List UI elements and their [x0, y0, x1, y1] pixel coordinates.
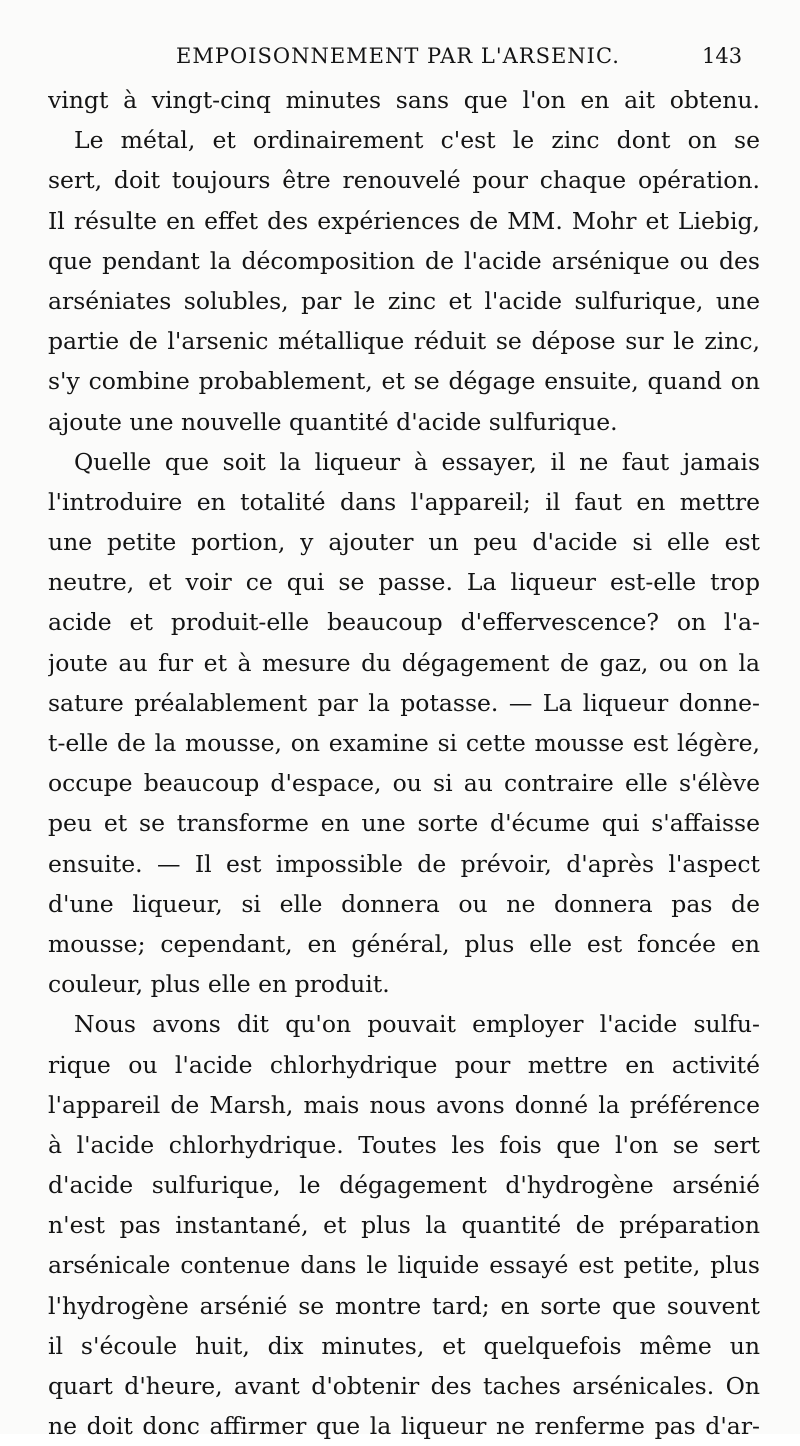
text-line: l'appareil de Marsh, mais nous avons donné la préférence [48, 1090, 760, 1119]
text-line: l'introduire en totalité dans l'appareil; il faut en mettre [48, 487, 760, 516]
text-line: sert, doit toujours être renouvelé pour chaque opération. [48, 166, 760, 195]
text-line: n'est pas instantané, et plus la quantité de préparation [48, 1211, 760, 1240]
text-line: joute au fur et à mesure du dégagement de gaz, ou on la [48, 648, 760, 677]
text-line: t-elle de la mousse, on examine si cette mousse est légère, [48, 729, 760, 757]
text-line: l'hydrogène arsénié se montre tard; en sorte que souvent [48, 1291, 760, 1320]
text-line: neutre, et voir ce qui se passe. La liqueur est-elle trop [48, 568, 760, 597]
text-line: Nous avons dit qu'on pouvait employer l'acide sulfu- [74, 1010, 760, 1039]
text-line: rique ou l'acide chlorhydrique pour mettre en activité [48, 1050, 760, 1079]
text-line: d'acide sulfurique, le dégagement d'hydrogène arsénié [48, 1171, 760, 1200]
text-line: occupe beaucoup d'espace, ou si au contraire elle s'élève [48, 769, 760, 798]
text-line: sature préalablement par la potasse. — La liqueur donne- [48, 688, 760, 717]
text-line: que pendant la décomposition de l'acide arsénique ou des [48, 246, 760, 275]
text-line: à l'acide chlorhydrique. Toutes les fois que l'on se sert [48, 1130, 760, 1159]
text-line: ajoute une nouvelle quantité d'acide sulfurique. [48, 407, 618, 436]
body-text [48, 80, 760, 1446]
running-title: EMPOISONNEMENT PAR L'ARSENIC. [176, 44, 620, 68]
text-line: arsénicale contenue dans le liquide essayé est petite, plus [48, 1251, 760, 1280]
text-line: Il résulte en effet des expériences de MM. Mohr et Liebig, [48, 206, 760, 235]
text-line: ne doit donc affirmer que la liqueur ne renferme pas d'ar- [48, 1412, 760, 1441]
text-line: partie de l'arsenic métallique réduit se dépose sur le zinc, [48, 327, 760, 356]
text-line: arséniates solubles, par le zinc et l'acide sulfurique, une [48, 286, 760, 315]
text-line: ensuite. — Il est impossible de prévoir, d'après l'aspect [48, 849, 760, 878]
text-line: il s'écoule huit, dix minutes, et quelquefois même un [48, 1331, 760, 1360]
text-line: peu et se transforme en une sorte d'écume qui s'affaisse [48, 809, 760, 838]
text-line: une petite portion, y ajouter un peu d'acide si elle est [48, 528, 760, 557]
text-line: quart d'heure, avant d'obtenir des taches arsénicales. On [48, 1372, 760, 1400]
text-line: d'une liqueur, si elle donnera ou ne donnera pas de [48, 889, 760, 918]
text-line: Quelle que soit la liqueur à essayer, il ne faut jamais [74, 447, 760, 476]
page-number: 143 [702, 44, 743, 68]
text-line: mousse; cependant, en général, plus elle est foncée en [48, 929, 760, 958]
text-line: s'y combine probablement, et se dégage ensuite, quand on [48, 367, 760, 396]
text-line: couleur, plus elle en produit. [48, 970, 390, 999]
text-line: acide et produit-elle beaucoup d'effervescence? on l'a- [48, 608, 760, 637]
running-head [0, 38, 800, 78]
text-line: vingt à vingt-cinq minutes sans que l'on en ait obtenu. [48, 86, 760, 114]
text-line: Le métal, et ordinairement c'est le zinc dont on se [74, 126, 760, 155]
